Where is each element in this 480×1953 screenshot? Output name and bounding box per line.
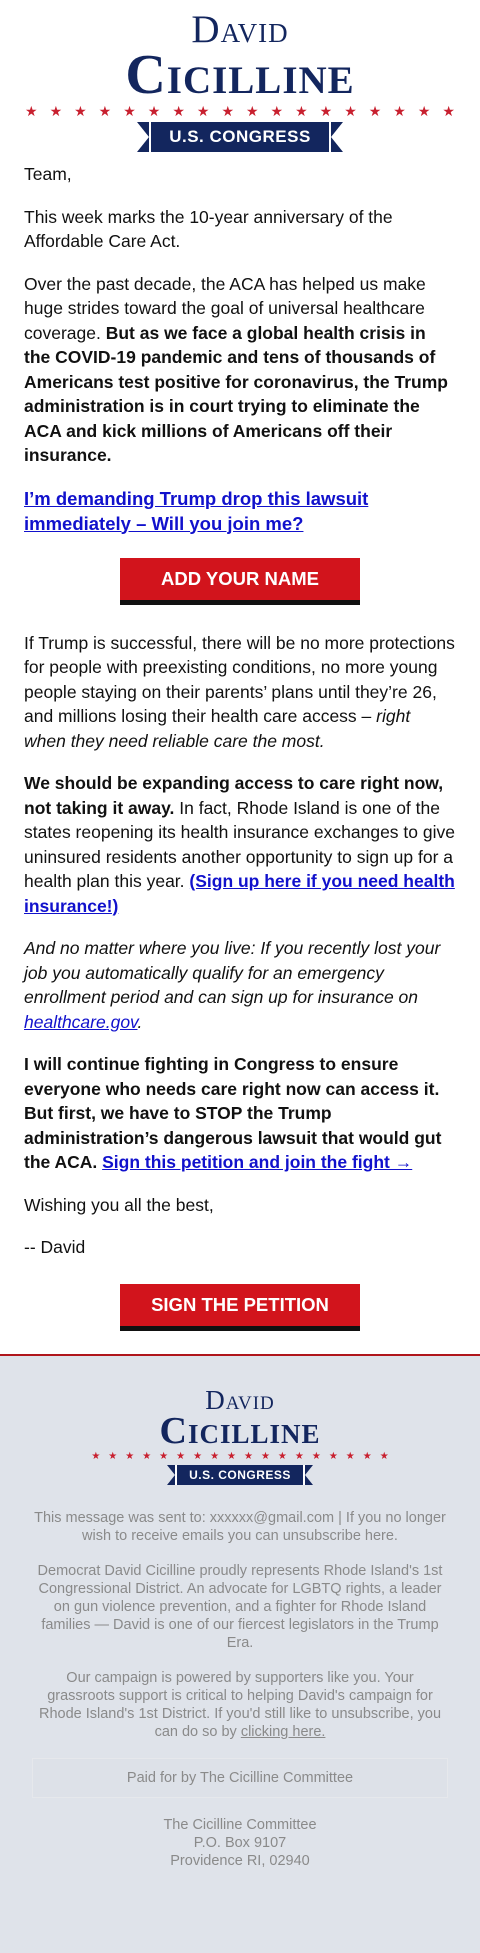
email-footer xyxy=(0,1356,480,1953)
message-content xyxy=(0,162,480,1331)
footer-ribbon-tail-right xyxy=(305,1465,313,1485)
closing: Wishing you all the best, xyxy=(24,1194,214,1215)
footer-congress-ribbon xyxy=(0,1465,480,1485)
greeting: Team, xyxy=(24,164,72,184)
paragraph-aca-bold: But as we face a global health crisis in the COVID-19 pandemic and tens of thousands of Americans test positive for coronavirus, the Trump administration is in court trying to eliminate the ACA and kick millions of Americans off their insurance. xyxy=(24,322,448,465)
congress-ribbon xyxy=(0,122,480,152)
add-name-button-wrap xyxy=(24,558,456,605)
paragraph-enrollment xyxy=(24,936,456,1034)
paragraph-anniversary: This week marks the 10-year anniversary of the Affordable Care Act. xyxy=(24,206,393,251)
paragraph-expanding-text: In fact, Rhode Island is one of the states reopening its health insurance exchanges to give uninsured residents another opportunity to sign up for a health plan this year. xyxy=(24,797,455,891)
sign-up-insurance-link[interactable]: (Sign up here if you need health insurance!) xyxy=(24,871,455,916)
address-line: P.O. Box 9107 xyxy=(193,1835,287,1851)
address-line: Providence RI, 02940 xyxy=(170,1853,310,1869)
powered-text: Our campaign is powered by supporters like you. Your grassroots support is critical to helping David's campaign for Rhode Island's 1st District. If you'd still like to unsubscribe, you can do so by xyxy=(38,1670,442,1740)
paragraph-consequences-text: If Trump is successful, there will be no more protections for people with preexisting conditions, no more young people staying on their parents’ plans until they’re 26, and millions losing their health care access – xyxy=(24,632,455,726)
paragraph-enrollment-italic: And no matter where you live: If you recently lost your job you automatically qualify for an emergency enrollment period and can sign up for insurance on xyxy=(24,938,441,1007)
logo-first-name: David xyxy=(191,8,289,51)
paragraph-consequences xyxy=(24,631,456,754)
paragraph-enrollment-end: . xyxy=(137,1011,143,1032)
footer-ribbon-tail-left xyxy=(167,1465,175,1485)
paragraph-fighting-bold: I will continue fighting in Congress to ensure everyone who needs care right now can access it. But first, we have to STOP the Trump administration’s dangerous lawsuit that would gut the ACA. xyxy=(24,1054,442,1172)
sent-to-notice: This message was sent to: xxxxxx@gmail.com | If you no longer wish to receive emails you can unsubscribe here. xyxy=(34,1510,446,1544)
paragraph-aca xyxy=(24,272,456,468)
footer-logo-first-name: David xyxy=(205,1385,275,1415)
address-line: The Cicilline Committee xyxy=(163,1817,317,1833)
lead-link-paragraph xyxy=(24,486,456,536)
footer-ribbon-label: U.S. CONGRESS xyxy=(175,1465,305,1485)
sign-petition-link[interactable]: Sign this petition and join the fight → xyxy=(102,1152,413,1172)
stars-row: ★★★★★★★★★★★★★★★★★★ xyxy=(25,103,467,119)
paragraph-expanding-bold: We should be expanding access to care right now, not taking it away. xyxy=(24,773,444,818)
mailing-address xyxy=(0,1816,480,1870)
campaign-logo xyxy=(0,0,480,152)
add-your-name-button[interactable]: ADD YOUR NAME xyxy=(120,558,360,605)
logo-last-name: Cicilline xyxy=(125,44,355,106)
demand-lawsuit-link[interactable]: I’m demanding Trump drop this lawsuit immediately – Will you join me? xyxy=(24,487,369,534)
powered-by-supporters xyxy=(32,1669,448,1741)
unsubscribe-link[interactable]: clicking here. xyxy=(240,1724,326,1740)
footer-text xyxy=(0,1509,480,1741)
ribbon-tail-right xyxy=(331,122,343,152)
ribbon-tail-left xyxy=(137,122,149,152)
paragraph-aca-text: Over the past decade, the ACA has helped us make huge strides toward the goal of universal healthcare coverage. xyxy=(24,273,426,343)
sign-petition-button-wrap xyxy=(24,1284,456,1331)
paid-for-by-box: Paid for by The Cicilline Committee xyxy=(32,1758,448,1798)
paragraph-consequences-italic: right when they need reliable care the most. xyxy=(24,706,411,751)
about-david: Democrat David Cicilline proudly represents Rhode Island's 1st Congressional District. An advocate for LGBTQ rights, a leader on gun violence prevention, and a fighter for Rhode Island families — David is one of our fiercest legislators in the Trump Era. xyxy=(37,1563,443,1651)
signature: -- David xyxy=(24,1237,86,1257)
ribbon-label: U.S. CONGRESS xyxy=(149,122,331,152)
footer-logo-last-name: Cicilline xyxy=(159,1410,321,1452)
footer-logo xyxy=(0,1356,480,1485)
footer-stars-row: ★★★★★★★★★★★★★★★★★★ xyxy=(91,1451,397,1462)
paragraph-fighting xyxy=(24,1052,456,1175)
sign-the-petition-button[interactable]: SIGN THE PETITION xyxy=(120,1284,360,1331)
paragraph-expanding xyxy=(24,771,456,918)
healthcare-gov-link[interactable]: healthcare.gov xyxy=(24,1011,138,1032)
